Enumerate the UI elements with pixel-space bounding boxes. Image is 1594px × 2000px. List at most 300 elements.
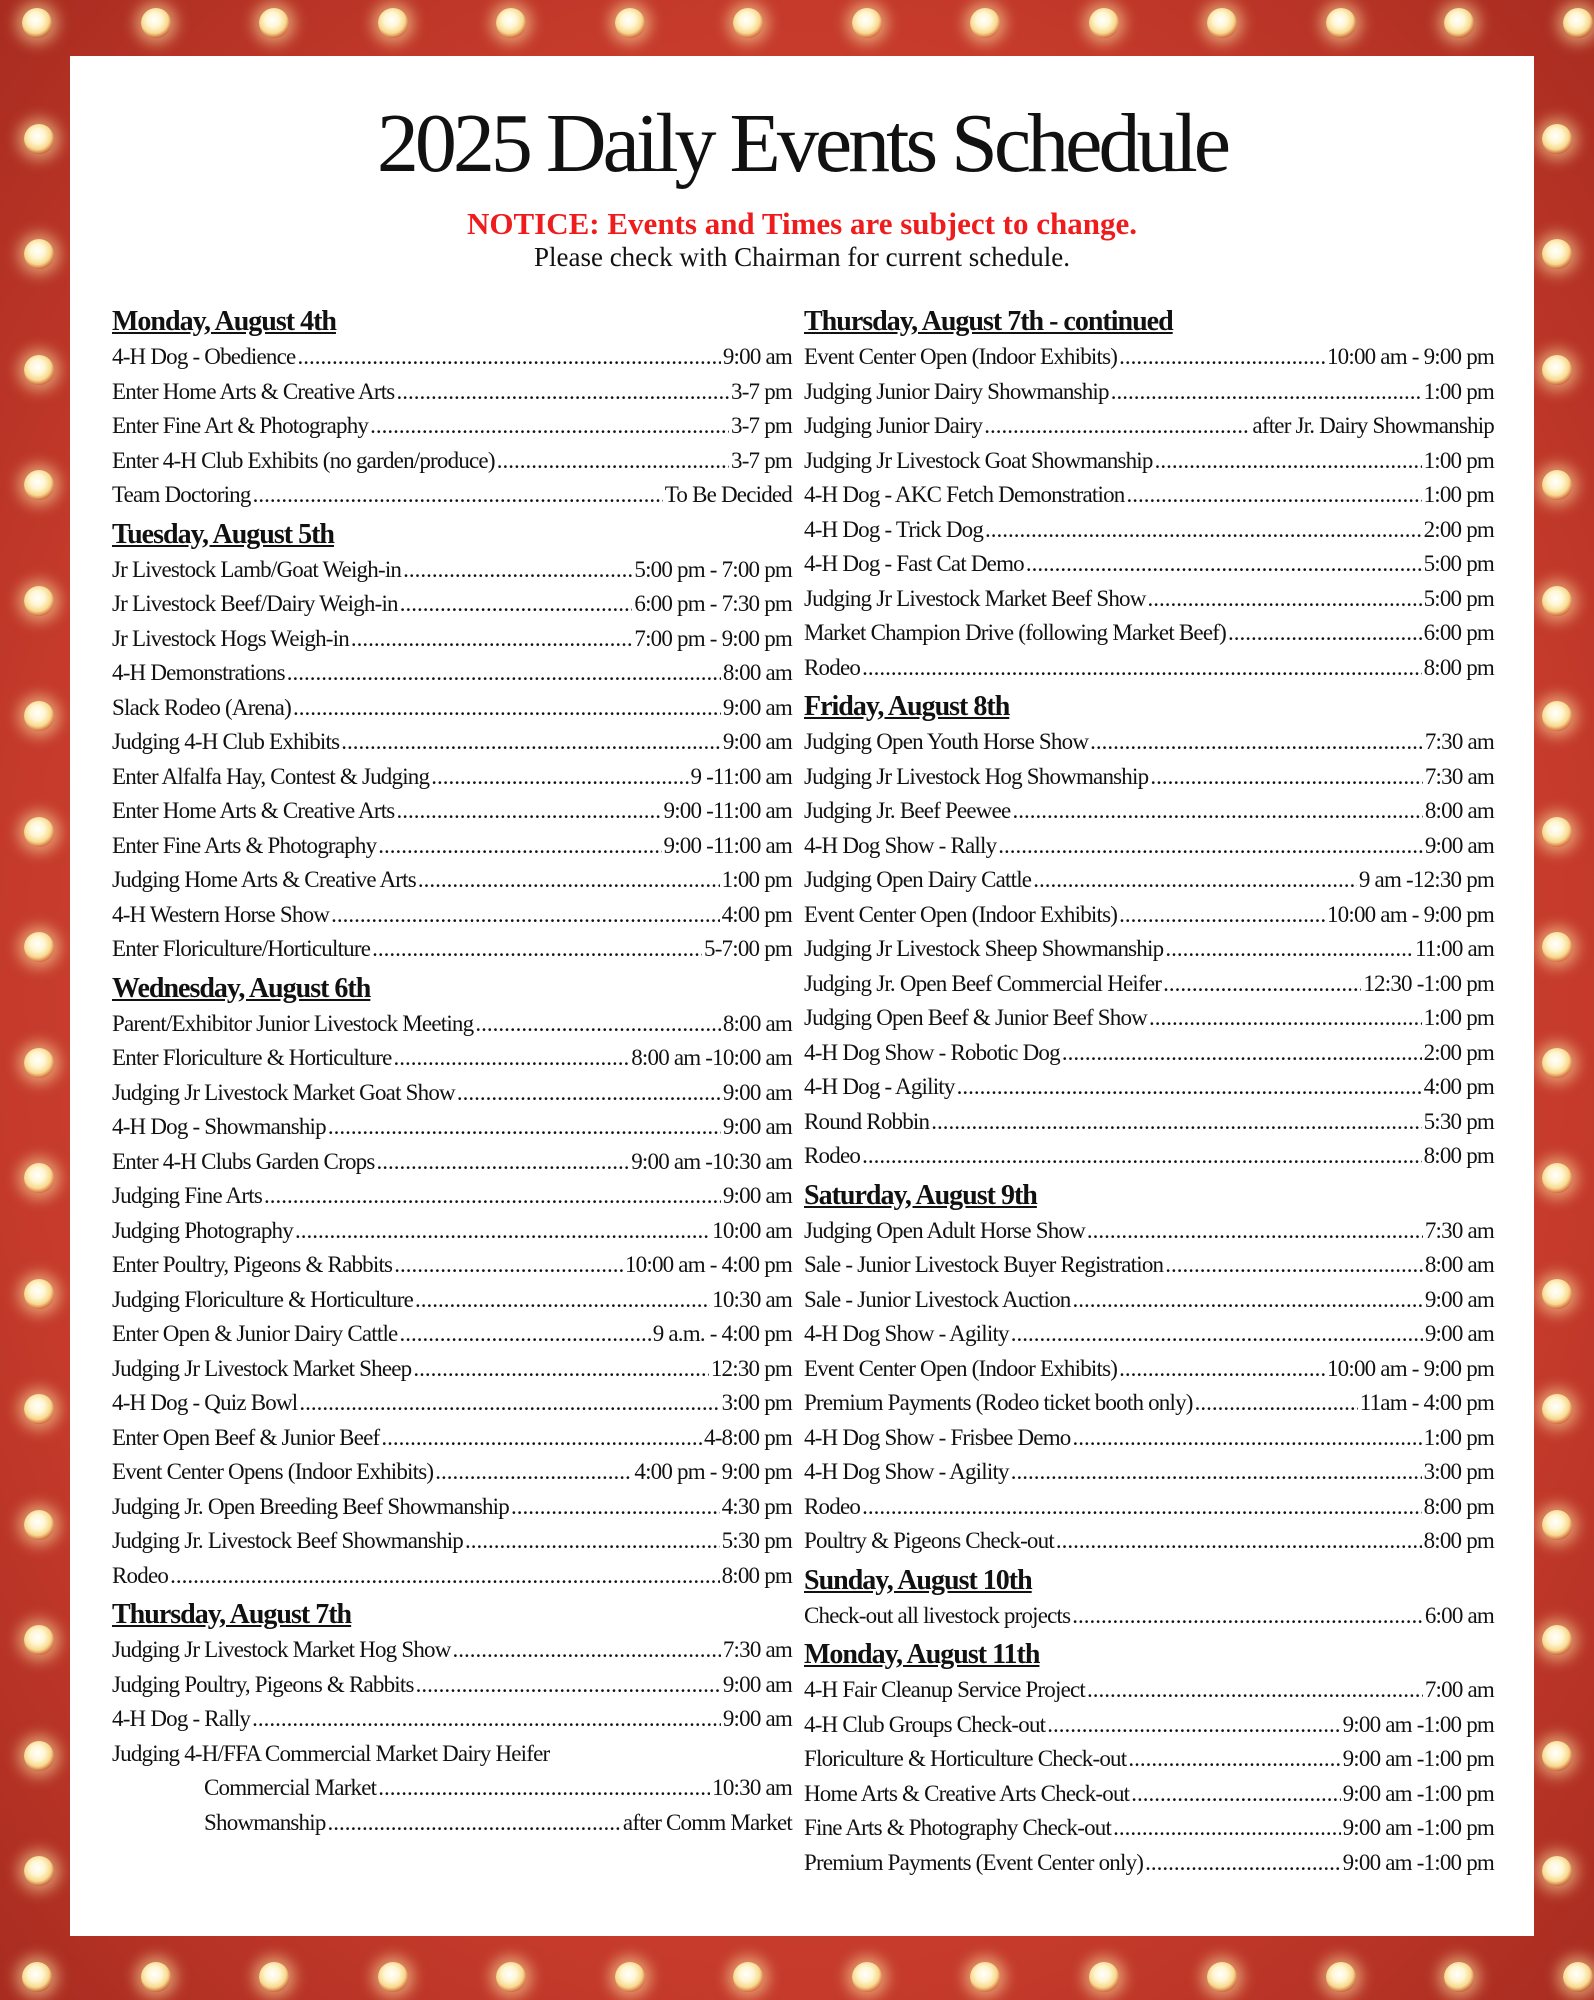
event-time: 9:00 am -1:00 pm [1342, 1780, 1494, 1806]
event-time: 5-7:00 pm [704, 936, 792, 961]
marquee-bulb [615, 8, 645, 38]
event-name: Judging Jr Livestock Market Goat Show [112, 1079, 455, 1105]
event-name: Jr Livestock Hogs Weigh-in [112, 625, 349, 651]
event-row [804, 1001, 1494, 1036]
event-time: 1:00 pm [1423, 378, 1494, 404]
marquee-bulb [24, 1163, 54, 1193]
event-row [112, 1771, 792, 1806]
event-name: Enter Home Arts & Creative Arts [112, 378, 395, 404]
event-time: 4:30 pm [721, 1493, 792, 1519]
event-row [112, 1455, 792, 1490]
dot-leader [957, 1070, 1422, 1105]
event-name: 4-H Demonstrations [112, 660, 285, 685]
marquee-bulb [24, 1625, 54, 1655]
dot-leader [1131, 1777, 1340, 1812]
event-row [804, 547, 1494, 582]
day-block [804, 1563, 1494, 1634]
event-time: 2:00 pm [1423, 516, 1494, 542]
day-heading: Sunday, August 10th [804, 1564, 1032, 1596]
day-block [112, 1597, 792, 1840]
event-name: Judging Fine Arts [112, 1183, 262, 1208]
event-time: 9:00 am -10:30 am [631, 1148, 792, 1174]
marquee-bulb [141, 1962, 171, 1992]
event-time: 9:00 am [1424, 1321, 1494, 1346]
dot-leader [331, 898, 719, 933]
dot-leader [253, 478, 663, 513]
event-name: 4-H Dog - Agility [804, 1074, 955, 1099]
day-heading: Saturday, August 9th [804, 1179, 1037, 1211]
event-time: 7:30 am [1424, 729, 1494, 754]
dot-leader [457, 1076, 721, 1111]
event-name: Judging Poultry, Pigeons & Rabbits [112, 1671, 414, 1697]
event-row [804, 898, 1494, 933]
dot-leader [1087, 1214, 1423, 1249]
event-name: 4-H Dog Show - Robotic Dog [804, 1039, 1060, 1065]
event-time: 9:00 am -1:00 pm [1342, 1849, 1494, 1875]
dot-leader [1128, 1742, 1340, 1777]
event-time: 9 a.m. - 4:00 pm [652, 1321, 792, 1346]
event-time: after Comm Market [622, 1809, 792, 1835]
event-row [112, 1283, 792, 1318]
event-row [112, 898, 792, 933]
dot-leader [299, 1386, 719, 1421]
event-name: Judging Jr Livestock Hog Showmanship [804, 763, 1149, 789]
event-name: Enter Floriculture/Horticulture [112, 936, 371, 961]
event-name: Judging Jr. Open Breeding Beef Showmanship [112, 1493, 509, 1519]
event-time: 9:00 am [722, 729, 792, 754]
dot-leader [1119, 898, 1325, 933]
event-time: 7:30 am [722, 1637, 792, 1662]
marquee-bulb [1444, 1962, 1474, 1992]
dot-leader [378, 1771, 710, 1806]
event-time: 12:30 -1:00 pm [1363, 970, 1494, 996]
event-row [804, 478, 1494, 513]
event-name: Judging Jr Livestock Goat Showmanship [804, 447, 1153, 473]
event-row [804, 1139, 1494, 1174]
event-name: 4-H Dog Show - Agility [804, 1459, 1009, 1484]
event-time: 4-8:00 pm [704, 1424, 792, 1450]
event-row [804, 1248, 1494, 1283]
dot-leader [985, 513, 1422, 548]
event-time: 8:00 am -10:00 am [631, 1045, 792, 1070]
dot-leader [295, 1214, 710, 1249]
day-heading: Monday, August 11th [804, 1639, 1040, 1670]
event-row [804, 1421, 1494, 1456]
dot-leader [1012, 794, 1422, 829]
event-row [112, 1352, 792, 1387]
marquee-bulb [1326, 8, 1356, 38]
event-row [804, 967, 1494, 1002]
event-row [112, 1248, 792, 1283]
event-name: Judging Jr. Beef Peewee [804, 798, 1011, 823]
subnotice-text: Please check with Chairman for current schedule. [533, 242, 1071, 272]
day-block [112, 517, 792, 967]
right-column [804, 304, 1494, 1884]
dot-leader [297, 340, 720, 375]
event-row [804, 340, 1494, 375]
marquee-bulb [852, 1962, 882, 1992]
event-time: 11am - 4:00 pm [1359, 1390, 1494, 1415]
event-name: 4-H Dog - Fast Cat Demo [804, 551, 1024, 576]
marquee-bulb [496, 1962, 526, 1992]
marquee-bulb [1542, 1279, 1572, 1309]
event-row [804, 1214, 1494, 1249]
event-name: Fine Arts & Photography Check-out [804, 1815, 1112, 1840]
dot-leader [328, 1806, 621, 1841]
event-name: 4-H Club Groups Check-out [804, 1711, 1046, 1737]
marquee-bulb [24, 1394, 54, 1424]
dot-leader [396, 375, 729, 410]
event-name: Poultry & Pigeons Check-out [804, 1528, 1054, 1553]
dot-leader [1163, 967, 1361, 1002]
event-time: 8:00 pm [1423, 654, 1494, 680]
event-row [112, 1110, 792, 1145]
event-name: Rodeo [804, 1493, 861, 1519]
dot-leader [1126, 478, 1421, 513]
event-name: 4-H Fair Cleanup Service Project [804, 1677, 1085, 1702]
day-heading: Friday, August 8th [804, 691, 1010, 722]
marquee-bulb [1542, 124, 1572, 154]
event-time: 3-7 pm [731, 413, 792, 438]
event-time: 5:00 pm - 7:00 pm [634, 556, 792, 582]
event-time: 8:00 am [1424, 1252, 1494, 1277]
event-name: Judging Jr Livestock Market Beef Show [804, 585, 1146, 611]
event-name: Judging Jr. Livestock Beef Showmanship [112, 1528, 463, 1553]
event-name: Judging Jr Livestock Market Hog Show [112, 1637, 451, 1662]
event-name: Judging Junior Dairy [804, 413, 983, 438]
dot-leader [341, 725, 721, 760]
dot-leader [431, 760, 688, 795]
event-row [112, 444, 792, 479]
event-name: Rodeo [804, 1143, 861, 1168]
event-time: 9:00 am -1:00 pm [1342, 1746, 1494, 1771]
event-time: 9 -11:00 am [690, 763, 792, 789]
event-time: 12:30 pm [710, 1355, 792, 1381]
event-name: Event Center Open (Indoor Exhibits) [804, 344, 1118, 369]
event-time: 10:00 am - 4:00 pm [624, 1252, 792, 1277]
marquee-bulb [496, 8, 526, 38]
marquee-bulb [1542, 470, 1572, 500]
event-time: 5:00 pm [1423, 551, 1494, 576]
event-time: To Be Decided [664, 482, 792, 507]
event-name: Floriculture & Horticulture Check-out [804, 1746, 1127, 1771]
day-block [112, 971, 792, 1594]
event-time: 10:30 am [712, 1286, 792, 1312]
event-time: 2:00 pm [1423, 1039, 1494, 1065]
event-time: 8:00 pm [1423, 1528, 1494, 1553]
marquee-bulb [733, 1962, 763, 1992]
event-row [112, 1633, 792, 1668]
page-title: 2025 Daily Events Schedule [376, 97, 1228, 190]
marquee-bulb [24, 470, 54, 500]
event-row [112, 340, 792, 375]
dot-leader [453, 1633, 721, 1668]
event-time: 9:00 -11:00 am [663, 832, 792, 858]
marquee-bulb [1326, 1962, 1356, 1992]
event-name: Judging Floriculture & Horticulture [112, 1286, 413, 1312]
event-name: Rodeo [804, 654, 861, 680]
event-name: Enter Open Beef & Junior Beef [112, 1424, 380, 1450]
event-time: 8:00 pm [721, 1562, 792, 1588]
event-row [112, 760, 792, 795]
event-name: 4-H Dog - Trick Dog [804, 516, 984, 542]
dot-leader [372, 932, 702, 967]
event-name: 4-H Dog - Showmanship [112, 1114, 326, 1139]
event-name: Judging Open Beef & Junior Beef Show [804, 1005, 1147, 1030]
event-row [804, 829, 1494, 864]
marquee-bulb [970, 8, 1000, 38]
event-row [112, 725, 792, 760]
event-time: 10:00 am - 9:00 pm [1326, 1355, 1494, 1381]
event-name: Rodeo [112, 1562, 169, 1588]
event-row [804, 863, 1494, 898]
dot-leader [1056, 1524, 1422, 1559]
dot-leader [435, 1455, 632, 1490]
event-name: 4-H Dog - Rally [112, 1706, 251, 1731]
event-row [112, 1702, 792, 1737]
event-row [112, 656, 792, 691]
dot-leader [264, 1179, 721, 1214]
dot-leader [1026, 547, 1422, 582]
notice-text: NOTICE: Events and Times are subject to change. [467, 206, 1137, 241]
marquee-bulb [24, 1510, 54, 1540]
dot-leader [1149, 1001, 1422, 1036]
event-time: 1:00 pm [721, 867, 792, 892]
day-heading: Thursday, August 7th [112, 1599, 352, 1630]
marquee-bulb [1207, 8, 1237, 38]
event-row [112, 409, 792, 444]
event-row [112, 829, 792, 864]
dot-leader [1155, 444, 1422, 479]
day-block [804, 304, 1494, 685]
marquee-bulb [1542, 1856, 1572, 1886]
dot-leader [1047, 1708, 1340, 1743]
dot-leader [1113, 1811, 1341, 1846]
dot-leader [287, 656, 721, 691]
event-name: Judging Jr. Open Beef Commercial Heifer [804, 970, 1162, 996]
event-name: Enter Home Arts & Creative Arts [112, 798, 395, 823]
dot-leader [1165, 1248, 1423, 1283]
event-name: Enter 4-H Club Exhibits (no garden/produce) [112, 447, 495, 473]
dot-leader [415, 1283, 710, 1318]
dot-leader [252, 1702, 721, 1737]
day-heading: Thursday, August 7th - continued [804, 306, 1173, 337]
dot-leader [1062, 1036, 1422, 1071]
event-time: 6:00 am [1424, 1602, 1494, 1628]
dot-leader [862, 1490, 1422, 1525]
event-name: Team Doctoring [112, 482, 251, 507]
event-row [804, 1070, 1494, 1105]
event-name: Enter Open & Junior Dairy Cattle [112, 1321, 398, 1346]
event-time: 9:00 am [722, 1671, 792, 1697]
dot-leader [413, 1352, 708, 1387]
event-time: 10:00 am - 9:00 pm [1326, 344, 1494, 369]
event-name: Slack Rodeo (Arena) [112, 694, 291, 720]
event-name: Market Champion Drive (following Market Beef) [804, 620, 1226, 645]
event-row [804, 1352, 1494, 1387]
event-name: Premium Payments (Rodeo ticket booth only) [804, 1390, 1193, 1415]
event-name: Judging 4-H Club Exhibits [112, 729, 340, 754]
dot-leader [465, 1524, 720, 1559]
event-name: Commercial Market [204, 1775, 377, 1800]
event-time: 9:00 am -1:00 pm [1342, 1711, 1494, 1737]
left-column [112, 304, 792, 1844]
dot-leader [394, 1041, 630, 1076]
event-name: Judging Jr Livestock Market Sheep [112, 1355, 412, 1381]
event-time: 9:00 am [722, 1183, 792, 1208]
event-name: 4-H Western Horse Show [112, 901, 330, 927]
marquee-bulb [1542, 586, 1572, 616]
event-time: 9:00 am [1424, 1286, 1494, 1312]
marquee-bulb [852, 8, 882, 38]
marquee-bulb [615, 1962, 645, 1992]
marquee-bulb [970, 1962, 1000, 1992]
event-row [804, 932, 1494, 967]
event-row [804, 1708, 1494, 1743]
marquee-bulb [1542, 932, 1572, 962]
marquee-bulb [378, 1962, 408, 1992]
event-row [804, 1283, 1494, 1318]
event-time: 5:30 pm [1423, 1108, 1494, 1134]
event-time: 6:00 pm [1423, 620, 1494, 645]
event-row [112, 863, 792, 898]
event-name: Judging Open Dairy Cattle [804, 867, 1032, 892]
marquee-bulb [378, 8, 408, 38]
event-name: Judging Open Youth Horse Show [804, 729, 1089, 754]
event-row [112, 553, 792, 588]
event-row [112, 1007, 792, 1042]
day-block [804, 1637, 1494, 1880]
event-time: 3-7 pm [731, 447, 792, 473]
event-name: Judging Photography [112, 1217, 293, 1243]
marquee-bulb [1542, 1048, 1572, 1078]
day-block [804, 689, 1494, 1174]
event-name: 4-H Dog - Quiz Bowl [112, 1390, 298, 1415]
event-time: 1:00 pm [1423, 1005, 1494, 1030]
event-name: 4-H Dog - AKC Fetch Demonstration [804, 482, 1125, 507]
marquee-bulb [1089, 1962, 1119, 1992]
event-time: 3:00 pm [721, 1390, 792, 1415]
event-time: 3:00 pm [1423, 1459, 1494, 1484]
event-row [804, 616, 1494, 651]
event-time: 8:00 am [1424, 798, 1494, 823]
event-row [112, 1668, 792, 1703]
event-time: 8:00 pm [1423, 1493, 1494, 1519]
event-name: Check-out all livestock projects [804, 1602, 1071, 1628]
marquee-bulb [22, 1962, 52, 1992]
dot-leader [1087, 1673, 1423, 1708]
event-name: Event Center Open (Indoor Exhibits) [804, 1355, 1118, 1381]
event-row [804, 1524, 1494, 1559]
event-name: 4-H Dog Show - Agility [804, 1321, 1009, 1346]
marquee-bulb [1542, 701, 1572, 731]
dot-leader [984, 409, 1250, 444]
event-row [804, 1673, 1494, 1708]
dot-leader [328, 1110, 721, 1145]
event-name: Enter Alfalfa Hay, Contest & Judging [112, 763, 430, 789]
dot-leader [170, 1559, 720, 1594]
dot-leader [370, 409, 729, 444]
event-time: 6:00 pm - 7:30 pm [634, 591, 792, 616]
day-heading: Monday, August 4th [112, 306, 336, 337]
marquee-bulb [259, 8, 289, 38]
event-row [804, 1105, 1494, 1140]
event-name: Judging 4-H/FFA Commercial Market Dairy Heifer [112, 1740, 550, 1766]
dot-leader [396, 794, 661, 829]
dot-leader [1119, 1352, 1325, 1387]
dot-leader [403, 553, 632, 588]
marquee-bulb [24, 239, 54, 269]
marquee-bulb [1563, 1962, 1593, 1992]
dot-leader [862, 651, 1422, 686]
event-time: 9:00 am [722, 344, 792, 369]
dot-leader [1090, 725, 1423, 760]
event-row [804, 375, 1494, 410]
marquee-bulb [24, 1741, 54, 1771]
dot-leader [1011, 1455, 1422, 1490]
event-time: 4:00 pm [721, 901, 792, 927]
dot-leader [351, 622, 632, 657]
marquee-bulb [24, 124, 54, 154]
marquee-bulb [24, 1856, 54, 1886]
event-row [112, 1076, 792, 1111]
event-name: Home Arts & Creative Arts Check-out [804, 1780, 1130, 1806]
schedule-panel [70, 56, 1534, 1936]
event-row [112, 478, 792, 513]
event-time: 7:30 am [1424, 1217, 1494, 1243]
day-block [112, 304, 792, 513]
event-time: 7:30 am [1424, 763, 1494, 789]
dot-leader [1073, 1283, 1423, 1318]
event-row [804, 444, 1494, 479]
dot-leader [1148, 582, 1422, 617]
event-row [804, 1742, 1494, 1777]
event-row [112, 1179, 792, 1214]
event-time: 5:30 pm [721, 1528, 792, 1553]
dot-leader [497, 444, 729, 479]
marquee-bulb [733, 8, 763, 38]
dot-leader [862, 1139, 1422, 1174]
event-row [804, 1490, 1494, 1525]
dot-leader [1150, 760, 1423, 795]
dot-leader [931, 1105, 1421, 1140]
event-name: 4-H Dog - Obedience [112, 344, 296, 369]
marquee-bulb [24, 355, 54, 385]
event-time: 4:00 pm [1423, 1074, 1494, 1099]
event-row [804, 760, 1494, 795]
dot-leader [399, 1317, 650, 1352]
marquee-bulb [1542, 1625, 1572, 1655]
dot-leader [293, 691, 721, 726]
event-name: Enter Fine Arts & Photography [112, 832, 377, 858]
event-time: 1:00 pm [1423, 482, 1494, 507]
event-row [112, 1524, 792, 1559]
event-name: Enter Floriculture & Horticulture [112, 1045, 392, 1070]
day-heading: Wednesday, August 6th [112, 972, 371, 1004]
marquee-bulb [1542, 239, 1572, 269]
marquee-bulb [1444, 8, 1474, 38]
event-name: Enter 4-H Clubs Garden Crops [112, 1148, 375, 1174]
event-row [804, 1455, 1494, 1490]
marquee-bulb [24, 1279, 54, 1309]
event-time: 1:00 pm [1423, 447, 1494, 473]
event-time: 1:00 pm [1423, 1424, 1494, 1450]
marquee-bulb [1542, 817, 1572, 847]
event-row [112, 1737, 792, 1772]
event-name: 4-H Dog Show - Rally [804, 832, 997, 858]
event-time: 7:00 pm - 9:00 pm [634, 625, 792, 651]
event-name: Jr Livestock Lamb/Goat Weigh-in [112, 556, 402, 582]
